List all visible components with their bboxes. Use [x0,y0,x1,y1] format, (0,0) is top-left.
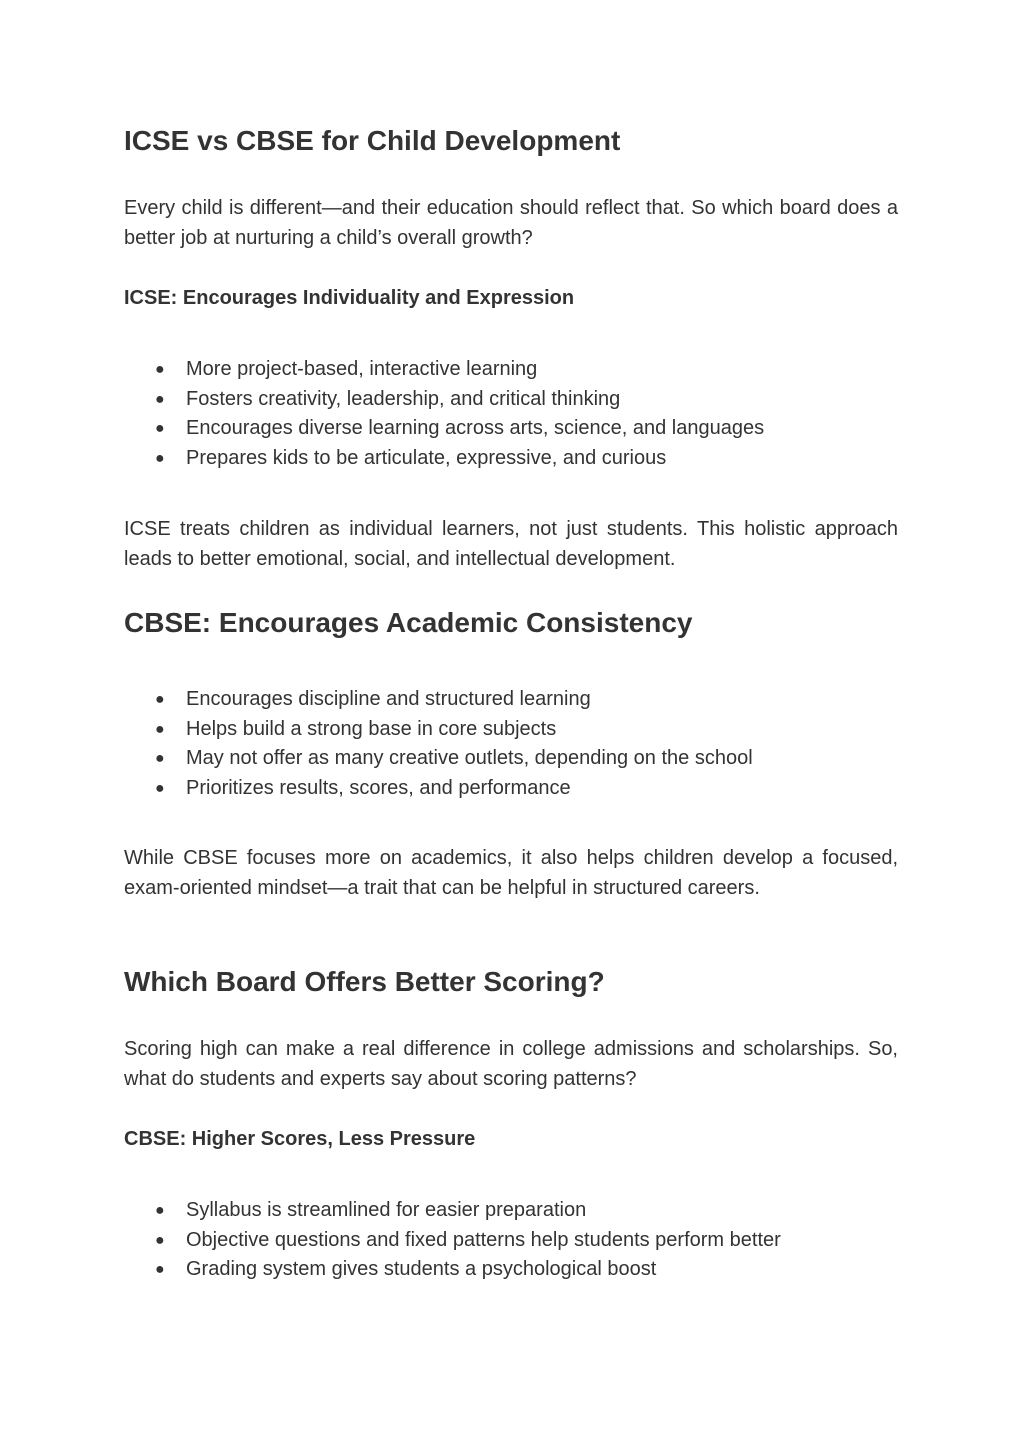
bullet-icon: ● [155,750,165,767]
list-item: ● Encourages diverse learning across arts, science, and languages [124,414,898,444]
cbse-section-heading: CBSE: Encourages Academic Consistency [124,607,693,638]
icse-subheading: ICSE: Encourages Individuality and Expression [124,287,575,309]
cbse-summary-paragraph: While CBSE focuses more on academics, it also helps children develop a focused, exam-oriented mindset—a trait that can be helpful in structured careers. [124,847,898,899]
list-item: ● Prioritizes results, scores, and performance [124,774,898,804]
bullet-icon: ● [155,390,165,408]
icse-summary-paragraph: ICSE treats children as individual learners, not just students. This holistic approach leads to better emotional, social, and intellectual development. [124,518,898,570]
icse-bullet-list [124,355,898,473]
cbse-bullet-list [124,685,898,803]
bullet-icon: ● [155,420,165,437]
intro-paragraph: Every child is different—and their education should reflect that. So which board does a better job at nurturing a child’s overall growth? [124,197,898,249]
list-item: ● Objective questions and fixed patterns help students perform better [124,1226,898,1256]
bullet-icon: ● [155,1231,165,1249]
cbse-scores-subheading: CBSE: Higher Scores, Less Pressure [124,1128,476,1150]
bullet-icon: ● [155,720,165,738]
list-item: ● Helps build a strong base in core subjects [124,715,898,745]
page-title: ICSE vs CBSE for Child Development [124,125,621,156]
scoring-intro-paragraph: Scoring high can make a real difference in college admissions and scholarships. So, what do students and experts say about scoring patterns? [124,1038,898,1090]
bullet-icon: ● [155,779,165,797]
bullet-icon: ● [155,691,165,708]
list-item: ● Grading system gives students a psychological boost [124,1255,898,1285]
scoring-section-heading: Which Board Offers Better Scoring? [124,966,605,997]
bullet-icon: ● [155,449,165,467]
bullet-icon: ● [155,1202,165,1219]
list-item: ● More project-based, interactive learning [124,355,898,385]
list-item: ● Syllabus is streamlined for easier preparation [124,1196,898,1226]
bullet-icon: ● [155,1261,165,1278]
bullet-icon: ● [155,361,165,378]
list-item: ● Encourages discipline and structured learning [124,685,898,715]
list-item: ● Prepares kids to be articulate, expressive, and curious [124,444,898,474]
list-item: ● Fosters creativity, leadership, and critical thinking [124,385,898,415]
cbse-scores-bullet-list [124,1196,898,1285]
list-item: ● May not offer as many creative outlets, depending on the school [124,744,898,774]
